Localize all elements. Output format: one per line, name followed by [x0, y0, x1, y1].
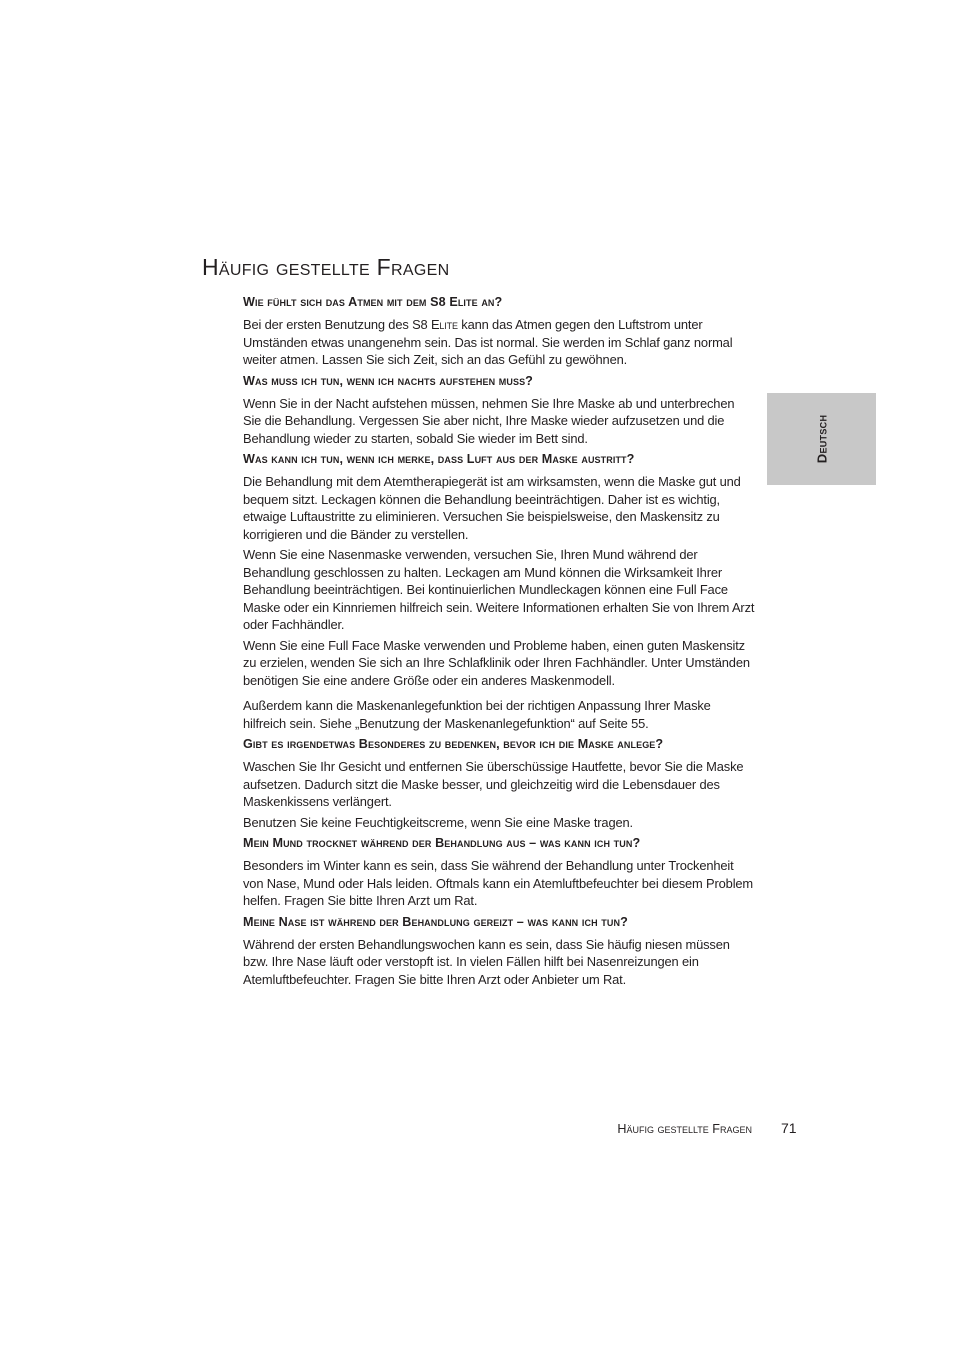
page-number: 71	[781, 1120, 797, 1136]
faq-question-breathing: Wie fühlt sich das Atmen mit dem S8 Elite an?	[243, 295, 503, 309]
faq-question-night: Was muss ich tun, wenn ich nachts aufstehen muss?	[243, 373, 533, 388]
faq-answer-night: Wenn Sie in der Nacht aufstehen müssen, nehmen Sie Ihre Maske ab und unterbrechen Sie die Behandlung. Vergessen Sie aber nicht, Ihre Maske wieder aufzusetzen und die Behandlung wieder zu starten, sobald Sie wieder im Bett sind.	[243, 395, 735, 446]
language-side-tab	[767, 393, 876, 485]
faq-answer-leak-4: Außerdem kann die Maskenanlegefunktion bei der richtigen Anpassung Ihrer Maske hilfreich sein. Siehe „Benutzung der Maskenanlegefunktion“ auf Seite 55.	[243, 698, 711, 731]
answer-text-before: Bei der ersten Benutzung des	[243, 317, 413, 332]
faq-answer-nose: Während der ersten Behandlungswochen kann es sein, dass Sie häufig niesen müssen bzw. Ihre Nase läuft oder verstopft ist. In vielen Fällen hilft bei Nasenreizungen ein Atemluftbefeuchter. Fragen Sie bitte Ihren Arzt oder Anbieter um Rat.	[243, 936, 730, 987]
answer-text-after: kann das Atmen gegen den Luftstrom unter Umständen etwas unangenehm sein. Das ist normal. Sie werden im Schlaf ganz normal weiter atmen. Lassen Sie sich Zeit, sich an das Gefühl zu gewöhnen.	[243, 317, 733, 367]
page-title: Häufig gestellte Fragen	[202, 254, 450, 280]
faq-question-dry-mouth: Mein Mund trocknet während der Behandlung aus – was kann ich tun?	[243, 836, 641, 850]
language-tab-label: Deutsch	[814, 414, 829, 464]
faq-question-nose: Meine Nase ist während der Behandlung gereizt – was kann ich tun?	[243, 914, 628, 929]
faq-answer-before-mask-1: Waschen Sie Ihr Gesicht und entfernen Sie überschüssige Hautfette, bevor Sie die Maske aufsetzen. Dadurch sitzt die Maske besser, und gleichzeitig wird die Lebensdauer des Maskenkissens verlängert.	[243, 759, 744, 809]
faq-answer-dry-mouth: Besonders im Winter kann es sein, dass Sie während der Behandlung unter Trockenheit von Nase, Mund oder Hals leiden. Oftmals kann ein Atemluftbefeuchter bei diesem Problem helfen. Fragen Sie bitte Ihren Arzt um Rat.	[243, 858, 754, 908]
product-name: S8 Elite	[412, 317, 458, 332]
faq-question-before-mask: Gibt es irgendetwas Besonderes zu bedenken, bevor ich die Maske anlege?	[243, 737, 664, 751]
faq-answer-leak-1: Die Behandlung mit dem Atemtherapiegerät ist am wirksamsten, wenn die Maske gut und bequem sitzt. Leckagen können die Behandlung beeinträchtigen. Daher ist es wichtig, etwaige Luftaustritte zu eliminieren. Versuchen Sie beispielsweise, den Maskensitz zu korrigieren und die Bänder zu verstellen.	[243, 474, 741, 542]
faq-answer-before-mask-2: Benutzen Sie keine Feuchtigkeitscreme, wenn Sie eine Maske tragen.	[243, 814, 633, 830]
faq-answer-breathing	[243, 316, 755, 369]
faq-question-leak: Was kann ich tun, wenn ich merke, dass Luft aus der Maske austritt?	[243, 452, 635, 466]
faq-content	[243, 293, 755, 992]
footer-section-title: Häufig gestellte Fragen	[617, 1122, 752, 1136]
faq-answer-leak-2: Wenn Sie eine Nasenmaske verwenden, versuchen Sie, Ihren Mund während der Behandlung geschlossen zu halten. Leckagen am Mund können die Wirksamkeit Ihrer Behandlung beeinträchtigen. Bei kontinuierlichen Mundleckagen können eine Full Face Maske oder ein Kinnriemen hilfreich sein. Weitere Informationen erhalten Sie von Ihrem Arzt oder Fachhändler.	[243, 547, 755, 632]
faq-answer-leak-3: Wenn Sie eine Full Face Maske verwenden und Probleme haben, einen guten Maskensitz zu erzielen, wenden Sie sich an Ihre Schlafklinik oder Ihren Fachhändler. Unter Umständen benötigen Sie eine andere Größe oder ein anderes Maskenmodell.	[243, 637, 750, 688]
